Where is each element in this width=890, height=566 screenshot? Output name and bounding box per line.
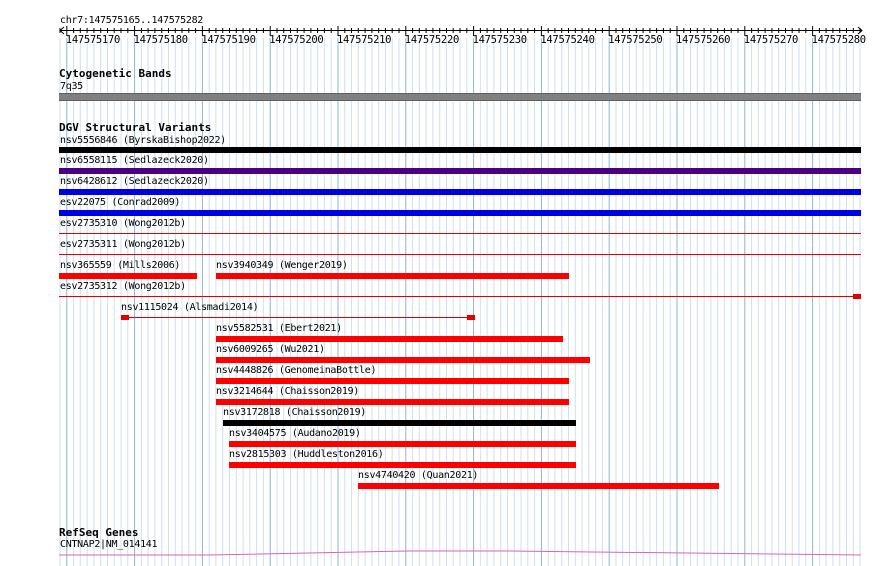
sv-label: nsv4740420 (Quan2021) [358,470,479,481]
ruler-tick-label: 147575260 [676,34,731,46]
locus-label: chr7:147575165..147575282 [60,15,204,26]
sv-label: nsv3404575 (Audano2019) [229,428,361,439]
sv-feature-nsv3404575[interactable] [229,441,576,447]
gene-model-cntnap2[interactable] [59,548,861,558]
sv-feature-nsv4448826[interactable] [216,378,569,384]
sv-feature-nsv3172818[interactable] [223,420,576,426]
ruler-tick-label: 147575280 [811,34,866,46]
sv-label: nsv3214644 (Chaisson2019) [216,386,360,397]
ruler-tick-label: 147575190 [201,34,256,46]
ruler-tick-label: 147575170 [65,34,120,46]
ruler-tick-label: 147575270 [743,34,798,46]
refseq-track-title[interactable]: RefSeq Genes [59,526,139,539]
sv-label: esv22075 (Conrad2009) [60,197,181,208]
sv-feature-nsv2815303[interactable] [229,462,576,468]
sv-feature-esv2735310[interactable] [59,233,861,234]
sv-feature-nsv3940349[interactable] [216,273,569,279]
sv-label: nsv2815303 (Huddleston2016) [229,449,384,460]
sv-label: nsv5556846 (ByrskaBishop2022) [60,135,226,146]
sv-label: nsv1115024 (Alsmadi2014) [121,302,259,313]
sv-label: nsv3172818 (Chaisson2019) [223,407,367,418]
ruler-tick-label: 147575230 [472,34,527,46]
sv-label: nsv5582531 (Ebert2021) [216,323,342,334]
sv-label: nsv3940349 (Wenger2019) [216,260,348,271]
sv-feature-nsv6009265[interactable] [216,357,590,363]
sv-feature-nsv5556846[interactable] [59,147,861,153]
cytoband-label: 7q35 [60,81,83,92]
sv-label: esv2735311 (Wong2012b) [60,239,186,250]
sv-feature-esv2735311[interactable] [59,254,861,255]
cytoband-bar[interactable] [59,93,861,101]
sv-feature-nsv6428612[interactable] [59,189,861,195]
sv-feature-nsv5582531[interactable] [216,336,563,342]
ruler-tick-label: 147575210 [337,34,392,46]
ruler-tick-label: 147575200 [269,34,324,46]
sv-feature-nsv365559[interactable] [59,273,197,279]
sv-label: esv2735312 (Wong2012b) [60,281,186,292]
sv-feature-nsv3214644[interactable] [216,399,569,405]
sv-feature-nsv4740420[interactable] [358,483,719,489]
sv-label: nsv4448826 (GenomeinaBottle) [216,365,377,376]
cytogenetic-bands-track-title[interactable]: Cytogenetic Bands [59,67,172,80]
sv-feature-esv2735312[interactable] [59,296,861,297]
sv-label: nsv6009265 (Wu2021) [216,344,325,355]
sv-feature-nsv1115024[interactable] [121,317,475,318]
dgv-track-title[interactable]: DGV Structural Variants [59,121,212,134]
sv-feature-esv2735312-end[interactable] [853,294,861,299]
ruler-tick-label: 147575220 [404,34,459,46]
sv-label: esv2735310 (Wong2012b) [60,218,186,229]
ruler-tick-label: 147575180 [133,34,188,46]
sv-feature-esv22075[interactable] [59,210,861,216]
gene-label: CNTNAP2|NM_014141 [60,539,158,550]
sv-label: nsv6428612 (Sedlazeck2020) [60,176,209,187]
ruler-tick-label: 147575240 [540,34,595,46]
sv-label: nsv6558115 (Sedlazeck2020) [60,155,209,166]
sv-feature-nsv1115024-end[interactable] [467,315,475,320]
ruler-tick-label: 147575250 [608,34,663,46]
sv-label: nsv365559 (Mills2006) [60,260,181,271]
sv-feature-nsv6558115[interactable] [59,168,861,174]
coordinate-ruler[interactable] [0,0,890,60]
